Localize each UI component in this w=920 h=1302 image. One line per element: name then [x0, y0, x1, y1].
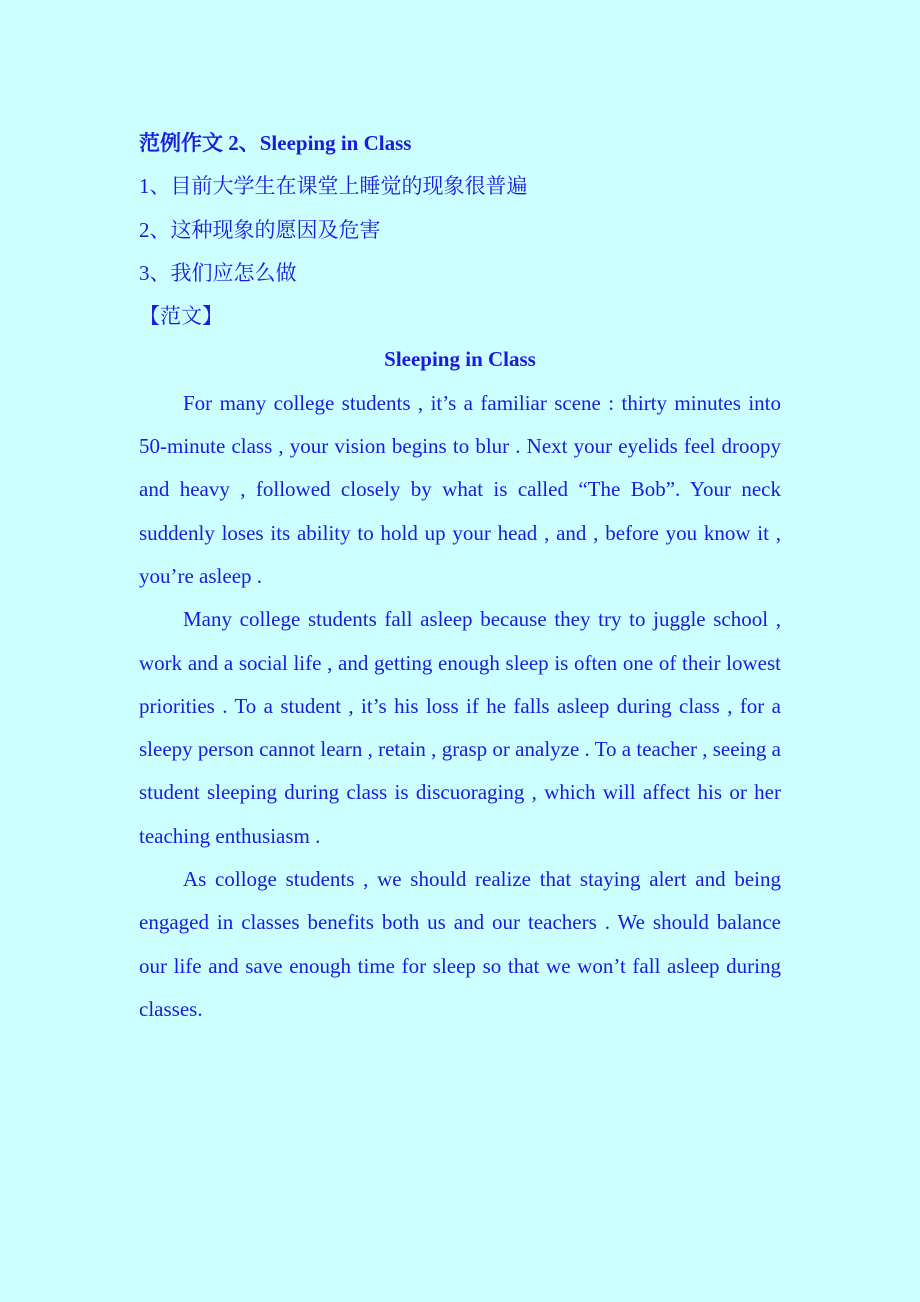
essay-paragraph-2: Many college students fall asleep because they try to juggle school , work and a social life , and getting enough sleep is often one of their lowest priorities . To a student , it’s his loss if he falls asleep during class , for a sleepy person cannot learn , retain , grasp or analyze . To a teacher , seeing a student sleeping during class is discuoraging , which will affect his or her teaching enthusiasm . — [139, 607, 781, 848]
outline-item-2: 2、这种现象的愿因及危害 — [139, 217, 381, 242]
outline-item-1: 1、目前大学生在课堂上睡觉的现象很普遍 — [139, 174, 528, 199]
essay-title: Sleeping in Class — [384, 347, 536, 372]
essay-paragraph-1: For many college students , it’s a familiar scene : thirty minutes into 50-minute class , your vision begins to blur . Next your eyelids feel droopy and heavy , followed closely by what is called “The Bob”. Your neck suddenly loses its ability to hold up your head , and , before you know it , you’re asleep . — [139, 390, 781, 588]
outline-item-3: 3、我们应怎么做 — [139, 260, 297, 285]
essay-heading: 范例作文 2、Sleeping in Class — [139, 131, 412, 155]
essay-paragraph-3: As colloge students , we should realize that staying alert and being engaged in classes benefits both us and our teachers . We should balance our life and save enough time for sleep so that we won’t fall asleep during classes. — [139, 867, 781, 1021]
sample-label: 【范文】 — [139, 304, 223, 329]
document-content — [139, 122, 781, 1031]
